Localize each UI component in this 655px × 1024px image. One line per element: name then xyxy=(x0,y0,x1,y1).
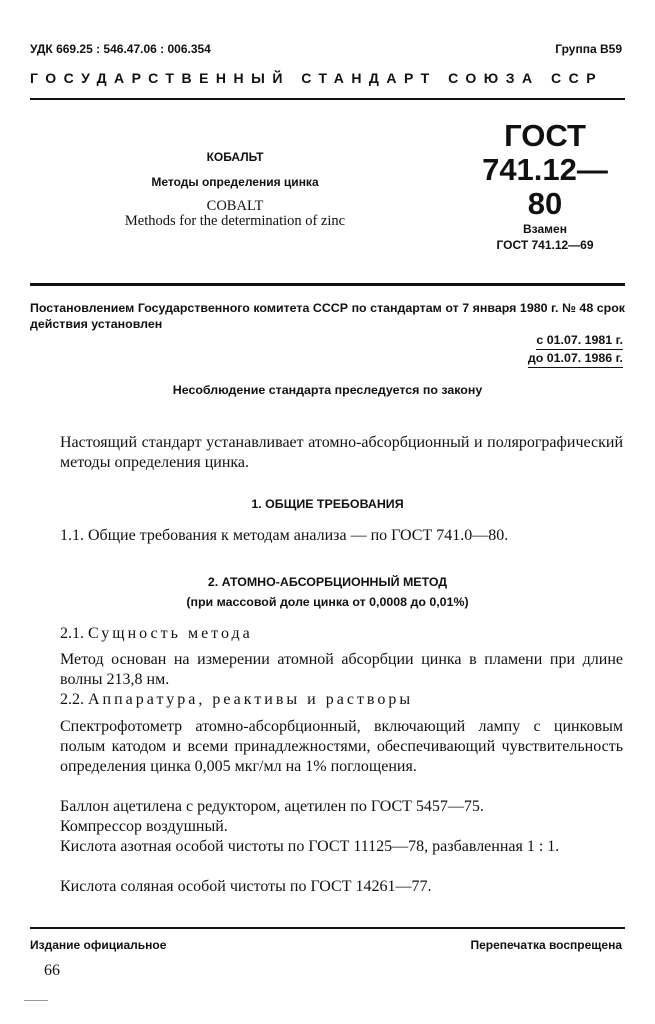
state-standard-banner: ГОСУДАРСТВЕННЫЙ СТАНДАРТ СОЮЗА ССР xyxy=(30,70,604,86)
effective-date-from: с 01.07. 1981 г. xyxy=(536,333,623,350)
document-subtitle-en: Methods for the determination of zinc xyxy=(124,213,346,229)
section-1-heading: 1. ОБЩИЕ ТРЕБОВАНИЯ xyxy=(251,497,404,511)
list-item-compressor: Компрессор воздушный. xyxy=(60,818,228,835)
replaces-label: Взамен xyxy=(523,222,567,236)
document-title-en: COBALT xyxy=(206,198,264,214)
paragraph-2-1-number: 2.1. xyxy=(60,625,84,642)
replaces-value: ГОСТ 741.12—69 xyxy=(496,238,594,252)
footer-rule xyxy=(30,927,625,929)
official-edition-label: Издание официальное xyxy=(30,938,167,952)
udk-code: УДК 669.25 : 546.47.06 : 006.354 xyxy=(30,42,211,56)
paragraph-2-2-heading xyxy=(60,690,413,710)
section-2-subheading: (при массовой доле цинка от 0,0008 до 0,01%) xyxy=(186,595,469,609)
paragraph-2-2-title: Аппаратура, реактивы и растворы xyxy=(88,691,414,708)
paragraph-2-1-heading xyxy=(60,624,253,644)
title-block-rule xyxy=(30,283,625,286)
group-code: Группа В59 xyxy=(555,42,622,56)
law-notice: Несоблюдение стандарта преследуется по закону xyxy=(172,383,483,397)
resolution-text: Постановлением Государственного комитета СССР по стандартам от 7 января 1980 г. № 48 срок действия установлен xyxy=(30,301,625,331)
reprint-prohibited-label: Перепечатка воспрещена xyxy=(470,938,622,952)
list-item-hydrochloric-acid: Кислота соляная особой чистоты по ГОСТ 14261—77. xyxy=(60,878,432,895)
page-number: 66 xyxy=(44,962,60,979)
paragraph-1-1: 1.1. Общие требования к методам анализа — по ГОСТ 741.0—80. xyxy=(60,527,509,544)
gost-number: 741.12—80 xyxy=(482,152,608,221)
section-2-heading: 2. АТОМНО-АБСОРБЦИОННЫЙ МЕТОД xyxy=(207,575,448,589)
effective-date-to: до 01.07. 1986 г. xyxy=(528,351,623,368)
gost-label: ГОСТ xyxy=(504,118,586,153)
header-rule xyxy=(30,98,625,100)
paragraph-2-1-title: Сущность метода xyxy=(88,625,253,642)
list-item-nitric-acid: Кислота азотная особой чистоты по ГОСТ 11125—78, разбавленная 1 : 1. xyxy=(60,838,560,855)
gost-designation xyxy=(470,119,620,221)
paragraph-2-2-text: Спектрофотометр атомно-абсорбционный, включающий лампу с цинковым полым катодом и всеми принадлежностями, обеспечивающий чувствительность определения цинка 0,005 мкг/мл на 1% поглощения. xyxy=(60,718,623,775)
document-subtitle-ru: Методы определения цинка xyxy=(151,175,319,189)
bottom-mark xyxy=(24,1000,48,1001)
document-title-ru: КОБАЛЬТ xyxy=(206,150,264,164)
list-item-acetylene: Баллон ацетилена с редуктором, ацетилен по ГОСТ 5457—75. xyxy=(60,798,484,815)
paragraph-2-1-text: Метод основан на измерении атомной абсорбции цинка в пламени при длине волны 213,8 нм. xyxy=(60,651,623,688)
intro-paragraph: Настоящий стандарт устанавливает атомно-абсорбционный и полярографический методы определения цинка. xyxy=(60,434,623,471)
paragraph-2-2-number: 2.2. xyxy=(60,691,84,708)
